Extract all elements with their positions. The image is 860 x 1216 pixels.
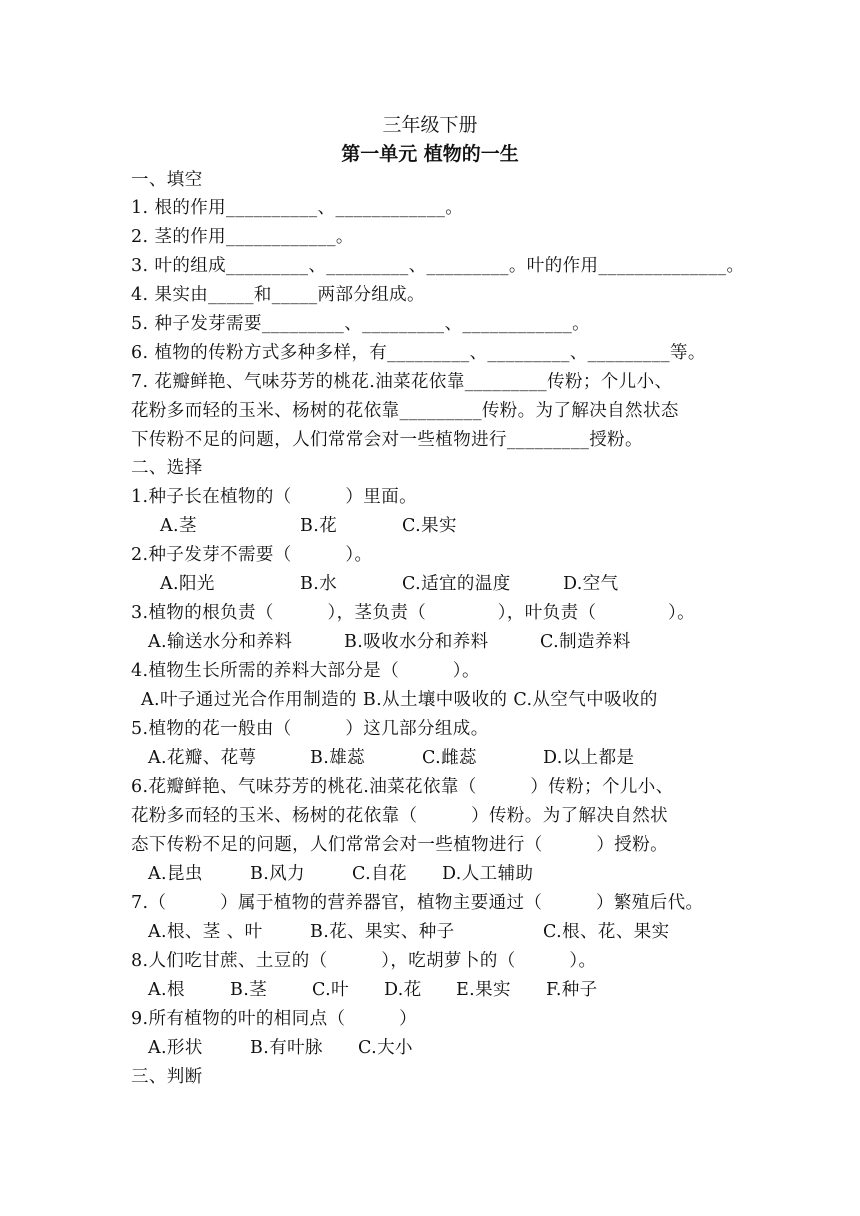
choice-question-1: 1.种子长在植物的（ ）里面。 [131,487,417,507]
option-a: A.昆虫 [148,864,203,884]
choice-options-7 [148,922,670,942]
choice-question-5: 5.植物的花一般由（ ）这几部分组成。 [131,719,489,739]
choice-question-6-line-1: 6.花瓣鲜艳、气味芬芳的桃花.油菜花依靠（ ）传粉；个儿小、 [131,777,674,797]
fill-question-5: 5. 种子发芽需要_________、_________、____________。 [131,314,591,334]
section-heading-judge: 三、判断 [131,1067,203,1087]
choice-question-3: 3.植物的根负责（ ），茎负责（ ），叶负责（ ）。 [131,603,696,623]
choice-options-5 [148,748,634,768]
option-b: B.茎 [230,980,268,1000]
choice-question-9: 9.所有植物的叶的相同点（ ） [131,1009,417,1029]
option-c: C.适宜的温度 [402,574,511,594]
fill-question-4: 4. 果实由_____和_____两部分组成。 [131,285,425,305]
choice-question-2: 2.种子发芽不需要（ ）。 [131,545,373,565]
choice-options-2 [160,574,619,594]
choice-options-1 [160,516,457,536]
choice-question-4: 4.植物生长所需的养料大部分是（ ）。 [131,661,480,681]
option-a: A.茎 [160,516,197,536]
option-d: D.空气 [563,574,619,594]
option-d: D.以上都是 [543,748,635,768]
option-b: B.水 [300,574,338,594]
option-c: C.雌蕊 [422,748,477,768]
fill-question-1: 1. 根的作用__________、____________。 [131,198,464,218]
option-a: A.形状 [148,1038,203,1058]
option-a: A.阳光 [160,574,215,594]
choice-options-9 [148,1038,413,1058]
option-f: F.种子 [546,980,598,1000]
choice-options-6 [148,864,533,884]
option-e: E.果实 [456,980,511,1000]
option-c: C.制造养料 [540,632,631,652]
option-a: A.输送水分和养料 [148,632,293,652]
choice-options-4: A.叶子通过光合作用制造的 B.从土壤中吸收的 C.从空气中吸收的 [141,690,658,710]
section-heading-fill: 一、填空 [131,170,203,190]
option-a: A.根、茎 、叶 [148,922,263,942]
fill-question-7-line-2: 花粉多而轻的玉米、杨树的花依靠_________传粉。为了解决自然状态 [131,401,679,421]
choice-question-8: 8.人们吃甘蔗、土豆的（ ），吃胡萝卜的（ ）。 [131,951,597,971]
fill-question-7-line-3: 下传粉不足的问题，人们常常会对一些植物进行_________授粉。 [131,430,643,450]
choice-options-3 [148,632,631,652]
option-d: D.花 [384,980,422,1000]
option-a: A.花瓣、花萼 [148,748,257,768]
option-d: D.人工辅助 [442,864,534,884]
fill-question-2: 2. 茎的作用____________。 [131,227,354,247]
option-b: B.有叶脉 [250,1038,323,1058]
option-b: B.风力 [250,864,306,884]
fill-question-3: 3. 叶的组成_________、_________、_________。叶的作用______________。 [131,256,745,276]
section-heading-choice: 二、选择 [131,458,203,478]
fill-question-6: 6. 植物的传粉方式多种多样，有_________、_________、_________等。 [131,343,706,363]
option-b: B.花 [300,516,338,536]
page-title-grade: 三年级下册 [382,114,478,136]
fill-question-7-line-1: 7. 花瓣鲜艳、气味芬芳的桃花.油菜花依靠_________传粉；个儿小、 [131,372,673,392]
choice-question-6-line-2: 花粉多而轻的玉米、杨树的花依靠（ ）传粉。为了解决自然状 [131,806,668,826]
choice-question-7: 7.（ ）属于植物的营养器官，植物主要通过（ ）繁殖后代。 [131,893,704,913]
option-c: C.自花 [352,864,407,884]
option-b: B.吸收水分和养料 [344,632,489,652]
option-c: C.根、花、果实 [543,922,670,942]
option-b: B.花、果实、种子 [310,922,455,942]
choice-question-6-line-3: 态下传粉不足的问题，人们常常会对一些植物进行（ ）授粉。 [131,835,668,855]
option-b: B.雄蕊 [310,748,366,768]
option-c: C.叶 [312,980,350,1000]
option-c: C.大小 [358,1038,413,1058]
option-a: A.根 [148,980,185,1000]
option-c: C.果实 [402,516,457,536]
page-title-unit: 第一单元 植物的一生 [341,143,519,165]
choice-options-8 [148,980,598,1000]
